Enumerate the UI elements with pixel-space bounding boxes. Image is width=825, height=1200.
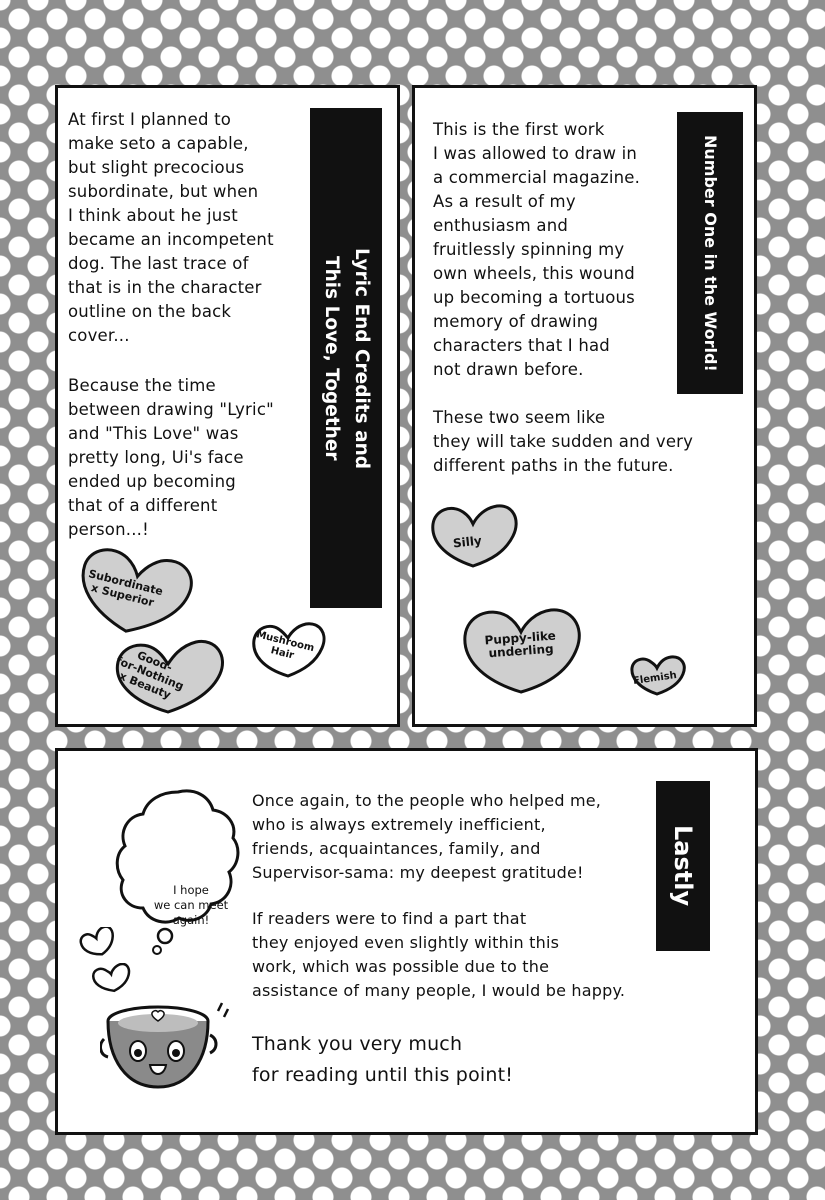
heart-label-flemish: Flemish — [632, 669, 678, 688]
bottom-paragraph-1: Once again, to the people who helped me, who is always extremely inefficient, friends, acquaintances, family, and Supervisor-sama: my deepest gratitude! — [252, 791, 602, 882]
left-paragraph-2: Because the time between drawing "Lyric" and "This Love" was pretty long, Ui's face ended up becoming that of a different person...! — [68, 376, 274, 539]
right-paragraph-2: These two seem like they will take sudden and very different paths in the future. — [433, 408, 694, 475]
bubble-text: I hope we can meet again! — [153, 883, 229, 927]
bottom-title-tab: Lastly — [656, 781, 710, 951]
heart-label-mushroom-hair: Mushroom Hair — [255, 629, 316, 662]
left-paragraph-1: At first I planned to make seto a capable, but slight precocious subordinate, but when I think about he just became an incompetent dog. The last trace of that is in the character outline on the back cover... — [68, 110, 274, 345]
panel-lastly — [55, 748, 758, 1135]
bottom-paragraph-2: If readers were to find a part that they enjoyed even slightly within this work, which was possible due to the assistance of many people, I would be happy. — [252, 909, 626, 1000]
left-title-tab: Lyric End Credits and This Love, Together — [310, 108, 382, 608]
thought-bubble-icon — [113, 786, 243, 956]
heart-label-good-for-nothing: Good- for-Nothing x Beauty — [114, 648, 186, 702]
small-heart-icon — [78, 927, 118, 959]
heart-label-subordinate: Subordinate x Superior — [87, 567, 165, 610]
bottom-paragraph-3: Thank you very much for reading until this point! — [252, 1033, 514, 1086]
heart-label-puppy-like: Puppy-like underling — [484, 628, 557, 661]
heart-label-silly: Silly — [452, 533, 483, 551]
right-paragraph-1: This is the first work I was allowed to draw in a commercial magazine. As a result of my enthusiasm and fruitlessly spinning my own wheels, this wound up becoming a tortuous memory of drawing characters that I had not drawn before. — [433, 120, 641, 379]
small-heart-icon — [90, 963, 134, 995]
panel-lyric-end-credits — [55, 85, 400, 727]
right-title-tab: Number One in the World! — [677, 112, 743, 394]
panel-number-one — [412, 85, 757, 727]
cup-mascot-icon — [100, 999, 230, 1099]
